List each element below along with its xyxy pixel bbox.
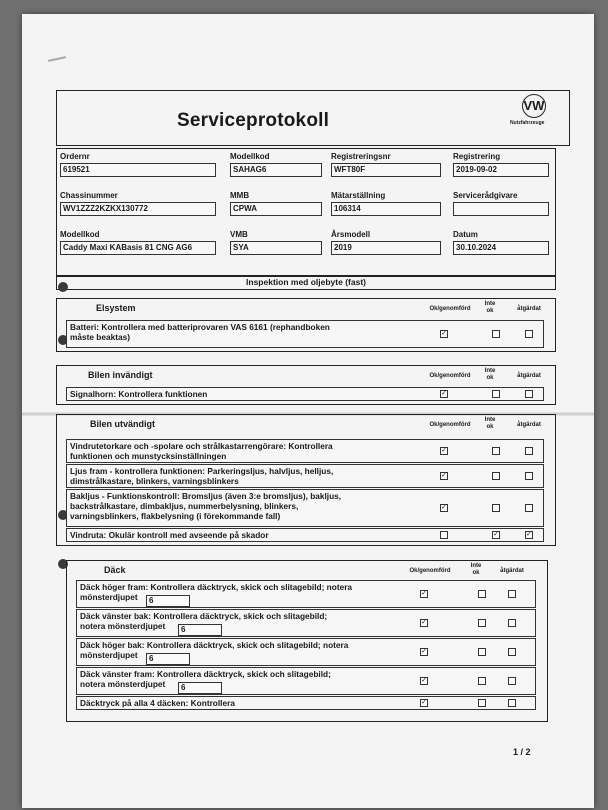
checkbox-ok-checked: ✓ (441, 390, 447, 397)
field-label: Chassinummer (60, 191, 118, 200)
section-title: Bilen utvändigt (90, 419, 155, 429)
col-header-action: åtgärdat (517, 373, 541, 379)
staple-mark (48, 56, 66, 62)
checkbox-action (508, 677, 516, 685)
field-label: VMB (230, 230, 248, 239)
tread-depth-value: 6 (146, 653, 190, 665)
col-header-ok: Ok/genomförd (429, 306, 471, 312)
field-value: 619521 (60, 163, 216, 177)
section-title: Däck (104, 565, 126, 575)
checkbox-ok-checked: ✓ (421, 699, 427, 706)
col-header-ok: Ok/genomförd (429, 422, 471, 428)
col-header-ok: Ok/genomförd (429, 373, 471, 379)
checklist-item-text: Batteri: Kontrollera med batteriprovaren VAS 6161 (rephandboken måste beaktas) (70, 322, 330, 342)
punch-hole (58, 282, 68, 292)
checkbox-ok-checked: ✓ (421, 619, 427, 626)
checkbox-ok-checked: ✓ (441, 330, 447, 337)
field-value: 30.10.2024 (453, 241, 549, 255)
field-value: CPWA (230, 202, 322, 216)
field-label: Ordernr (60, 152, 90, 161)
checkbox-not-ok (478, 677, 486, 685)
checkbox-action-checked: ✓ (526, 531, 532, 538)
col-header-action: åtgärdat (500, 568, 524, 574)
field-value: WFT80F (331, 163, 441, 177)
tread-depth-value: 6 (178, 624, 222, 636)
tread-depth-value: 6 (146, 595, 190, 607)
checkbox-not-ok (478, 648, 486, 656)
checkbox-not-ok (478, 590, 486, 598)
checkbox-ok (440, 531, 448, 539)
inspection-title: Inspektion med oljebyte (fast) (56, 276, 556, 290)
checkbox-action (508, 590, 516, 598)
checkbox-not-ok (492, 504, 500, 512)
field-label: Modellkod (230, 152, 270, 161)
checklist-item-text: Däck höger fram: Kontrollera däcktryck, skick och slitagebild; notera mönsterdjupet (80, 582, 353, 602)
field-label: Servicerådgivare (453, 191, 518, 200)
col-header-not-ok: Inte ok (484, 417, 496, 430)
checkbox-ok-checked: ✓ (441, 504, 447, 511)
checklist-item-text: Vindrutetorkare och -spolare och strålkastarrengörare: Kontrollera funktionen och munstycksinställningen (70, 441, 333, 461)
tread-depth-value: 6 (178, 682, 222, 694)
checklist-item-text: Däcktryck på alla 4 däcken: Kontrollera (80, 698, 235, 708)
col-header-not-ok: Inte ok (484, 301, 496, 314)
checkbox-not-ok (492, 390, 500, 398)
page-number: 1 / 2 (513, 747, 531, 757)
checkbox-action (525, 390, 533, 398)
checkbox-ok-checked: ✓ (421, 677, 427, 684)
checkbox-not-ok (478, 699, 486, 707)
checklist-item-text: Däck vänster fram: Kontrollera däcktryck, skick och slitagebild; notera mönsterdjupet (80, 669, 331, 689)
checkbox-action (508, 699, 516, 707)
field-label: Modellkod (60, 230, 100, 239)
checkbox-ok-checked: ✓ (441, 472, 447, 479)
checkbox-action (508, 648, 516, 656)
vw-logo-icon: VW (522, 94, 546, 118)
col-header-not-ok: Inte ok (484, 368, 496, 381)
checkbox-not-ok (478, 619, 486, 627)
page-title: Serviceprotokoll (177, 110, 330, 131)
col-header-ok: Ok/genomförd (409, 568, 451, 574)
field-label: Registrering (453, 152, 501, 161)
field-value: Caddy Maxi KABasis 81 CNG AG6 (60, 241, 216, 255)
field-label: MMB (230, 191, 250, 200)
checklist-item-text: Signalhorn: Kontrollera funktionen (70, 389, 208, 399)
checkbox-ok-checked: ✓ (421, 648, 427, 655)
field-value: 2019 (331, 241, 441, 255)
col-header-not-ok: Inte ok (470, 563, 482, 576)
field-label: Mätarställning (331, 191, 386, 200)
checkbox-ok-checked: ✓ (421, 590, 427, 597)
checklist-item-text: Däck höger bak: Kontrollera däcktryck, skick och slitagebild; notera mönsterdjupet (80, 640, 349, 660)
section-title: Elsystem (96, 303, 136, 313)
checklist-item-text: Vindruta: Okulär kontroll med avseende på skador (70, 530, 269, 540)
brand-subtitle: Nutzfahrzeuge (510, 120, 545, 126)
document-page (22, 14, 594, 808)
checkbox-action (525, 447, 533, 455)
checkbox-ok-checked: ✓ (441, 447, 447, 454)
checklist-item-text: Bakljus - Funktionskontroll: Bromsljus (även 3:e bromsljus), bakljus, backstrålkastare, dimbakljus, nummerbelysning, blinkers, varningsblinkers, flakbelysning (i förekommande fall) (70, 491, 342, 521)
checkbox-not-ok (492, 447, 500, 455)
field-value: WV1ZZZ2KZKX130772 (60, 202, 216, 216)
field-label: Datum (453, 230, 478, 239)
checkbox-action (525, 472, 533, 480)
checkbox-not-ok (492, 472, 500, 480)
checkbox-action (525, 330, 533, 338)
checklist-item-text: Ljus fram - kontrollera funktionen: Parkeringsljus, halvljus, helljus, dimstrålkastare, blinkers, varningsblinkers (70, 466, 334, 486)
field-value: 106314 (331, 202, 441, 216)
checklist-item-text: Däck vänster bak: Kontrollera däcktryck, skick och slitagebild; notera mönsterdjupet (80, 611, 328, 631)
field-label: Registreringsnr (331, 152, 391, 161)
checkbox-not-ok-checked: ✓ (493, 531, 499, 538)
checkbox-action (508, 619, 516, 627)
col-header-action: åtgärdat (517, 422, 541, 428)
field-value: SYA (230, 241, 322, 255)
checkbox-not-ok (492, 330, 500, 338)
field-value: 2019-09-02 (453, 163, 549, 177)
field-label: Årsmodell (331, 230, 371, 239)
field-value (453, 202, 549, 216)
field-value: SAHAG6 (230, 163, 322, 177)
checkbox-action (525, 504, 533, 512)
section-title: Bilen invändigt (88, 370, 153, 380)
col-header-action: åtgärdat (517, 306, 541, 312)
